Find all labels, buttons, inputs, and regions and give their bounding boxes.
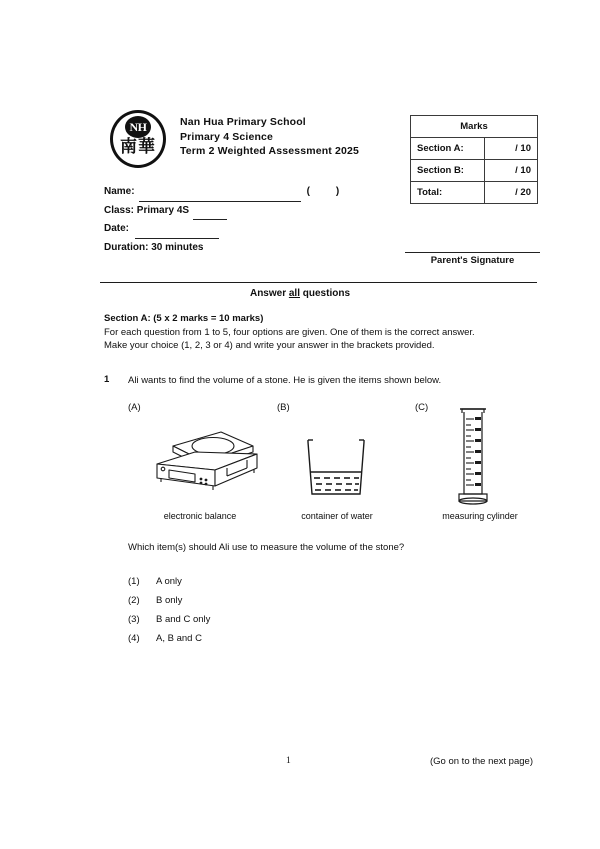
section-a-heading: Section A: (5 x 2 marks = 10 marks) [104, 313, 264, 324]
date-input[interactable] [135, 228, 219, 239]
electronic-balance-icon [143, 424, 263, 506]
header-divider [100, 282, 537, 283]
class-field-row [104, 202, 339, 221]
marks-row-label-section-b: Section B: [411, 160, 485, 182]
marks-table [410, 115, 538, 204]
duration-label: Duration: [104, 241, 149, 253]
choice-text-3: B and C only [156, 614, 211, 625]
duration-value: 30 minutes [151, 241, 204, 253]
student-fields [104, 183, 339, 257]
school-name: Nan Hua Primary School [180, 116, 306, 128]
choice-option-4[interactable] [128, 629, 428, 648]
marks-table-header-row [411, 116, 538, 138]
choice-option-1[interactable] [128, 572, 428, 591]
measuring-cylinder-icon [452, 406, 494, 508]
parent-signature-label: Parent's Signature [430, 255, 515, 266]
name-label: Name: [104, 186, 135, 197]
item-caption-b: container of water [301, 511, 373, 521]
date-field-row [104, 220, 339, 239]
item-label-c: (C) [415, 402, 429, 413]
choice-text-1: A only [156, 576, 182, 587]
name-field-row [104, 183, 339, 202]
question-stem: Ali wants to find the volume of a stone. He is given the items shown below. [128, 375, 442, 386]
section-a-instructions [104, 312, 544, 353]
question-number: 1 [104, 374, 110, 385]
class-value: Primary 4S [136, 204, 190, 216]
school-title-block [180, 115, 359, 159]
choice-number-1: (1) [128, 576, 140, 587]
school-logo [108, 109, 170, 171]
marks-table-header: Marks [411, 116, 538, 138]
answer-all-emphasis: all [288, 288, 300, 299]
answer-all-pre: Answer [249, 288, 289, 299]
next-page-note: (Go on to the next page) [430, 756, 533, 767]
section-a-line-1: For each question from 1 to 5, four options are given. One of them is the correct answer. [104, 326, 475, 338]
duration-field-row [104, 239, 339, 258]
marks-row-label-section-a: Section A: [411, 138, 485, 160]
question-follow-up: Which item(s) should Ali use to measure the volume of the stone? [128, 542, 405, 553]
item-label-b: (B) [277, 402, 290, 413]
logo-monogram-text: NH [129, 120, 147, 134]
choice-text-2: B only [156, 595, 183, 606]
answer-all-post: questions [300, 288, 351, 299]
answer-choices [128, 572, 428, 648]
choice-text-4: A, B and C [156, 633, 202, 644]
table-row [411, 182, 538, 204]
parent-signature-line[interactable] [405, 252, 540, 253]
table-row [411, 160, 538, 182]
marks-row-value-section-b[interactable]: / 10 [484, 160, 537, 182]
choice-number-2: (2) [128, 595, 140, 606]
choice-option-3[interactable] [128, 610, 428, 629]
school-assessment-title: Term 2 Weighted Assessment 2025 [180, 145, 359, 157]
class-label: Class: [104, 204, 135, 216]
name-input[interactable] [139, 191, 301, 202]
table-row [411, 138, 538, 160]
choice-number-3: (3) [128, 614, 140, 625]
choice-number-4: (4) [128, 633, 140, 644]
item-label-a: (A) [128, 402, 141, 413]
answer-all-instruction [0, 288, 600, 299]
marks-row-label-total: Total: [411, 182, 485, 204]
beaker-icon [294, 436, 378, 506]
page-number: 1 [286, 756, 291, 766]
choice-option-2[interactable] [128, 591, 428, 610]
date-label: Date: [104, 223, 130, 234]
page-header [0, 0, 600, 290]
item-caption-a: electronic balance [163, 511, 237, 521]
index-paren-open: ( [306, 186, 310, 197]
index-paren-close: ) [335, 186, 340, 197]
item-caption-c: measuring cylinder [442, 511, 518, 521]
class-input[interactable] [193, 209, 227, 220]
marks-row-value-section-a[interactable]: / 10 [484, 138, 537, 160]
section-a-line-2: Make your choice (1, 2, 3 or 4) and write your answer in the brackets provided. [104, 340, 435, 351]
marks-row-value-total[interactable]: / 20 [484, 182, 537, 204]
school-level-subject: Primary 4 Science [180, 130, 274, 143]
logo-chinese-name: 南華 [120, 137, 156, 157]
